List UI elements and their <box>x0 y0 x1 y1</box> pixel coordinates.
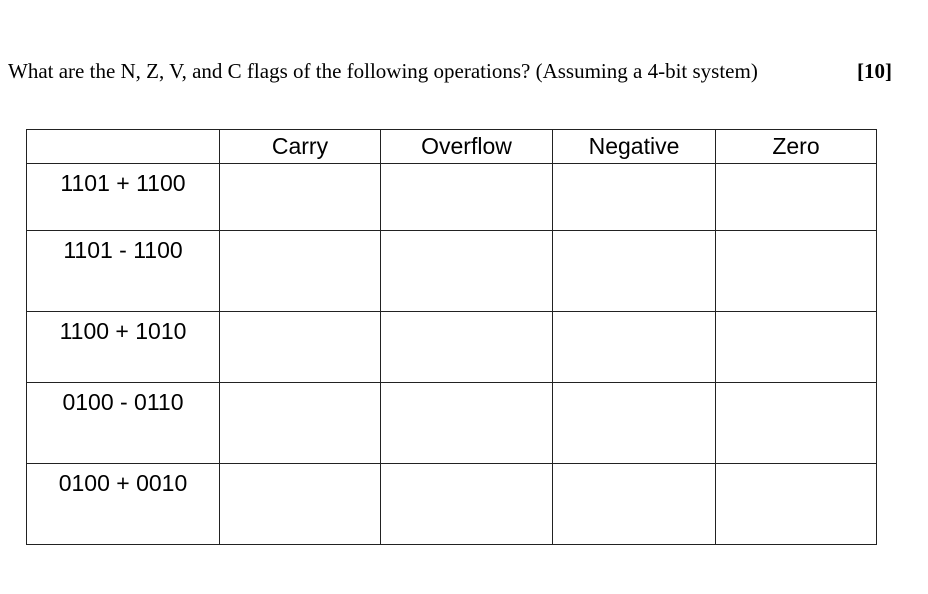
carry-cell[interactable] <box>220 164 381 231</box>
table-row <box>27 383 877 464</box>
points-label: [10] <box>857 59 892 83</box>
header-carry: Carry <box>220 130 381 164</box>
negative-cell[interactable] <box>553 464 716 545</box>
table-row <box>27 464 877 545</box>
header-negative: Negative <box>553 130 716 164</box>
header-operation <box>27 130 220 164</box>
header-overflow: Overflow <box>381 130 553 164</box>
zero-cell[interactable] <box>716 231 877 312</box>
zero-cell[interactable] <box>716 383 877 464</box>
table-row <box>27 231 877 312</box>
overflow-cell[interactable] <box>381 231 553 312</box>
zero-cell[interactable] <box>716 164 877 231</box>
negative-cell[interactable] <box>553 164 716 231</box>
negative-cell[interactable] <box>553 312 716 383</box>
negative-cell[interactable] <box>553 231 716 312</box>
carry-cell[interactable] <box>220 383 381 464</box>
header-row <box>27 130 877 164</box>
operation-cell: 1100 + 1010 <box>27 312 220 383</box>
header-zero: Zero <box>716 130 877 164</box>
table-row <box>27 312 877 383</box>
operation-cell: 0100 - 0110 <box>27 383 220 464</box>
overflow-cell[interactable] <box>381 312 553 383</box>
operation-cell: 1101 + 1100 <box>27 164 220 231</box>
negative-cell[interactable] <box>553 383 716 464</box>
operation-cell: 1101 - 1100 <box>27 231 220 312</box>
flags-table <box>26 129 877 545</box>
operation-cell: 0100 + 0010 <box>27 464 220 545</box>
table-row <box>27 164 877 231</box>
carry-cell[interactable] <box>220 312 381 383</box>
overflow-cell[interactable] <box>381 383 553 464</box>
question-text: What are the N, Z, V, and C flags of the following operations? (Assuming a 4-bit system) <box>8 59 758 83</box>
overflow-cell[interactable] <box>381 164 553 231</box>
zero-cell[interactable] <box>716 464 877 545</box>
carry-cell[interactable] <box>220 231 381 312</box>
zero-cell[interactable] <box>716 312 877 383</box>
carry-cell[interactable] <box>220 464 381 545</box>
overflow-cell[interactable] <box>381 464 553 545</box>
